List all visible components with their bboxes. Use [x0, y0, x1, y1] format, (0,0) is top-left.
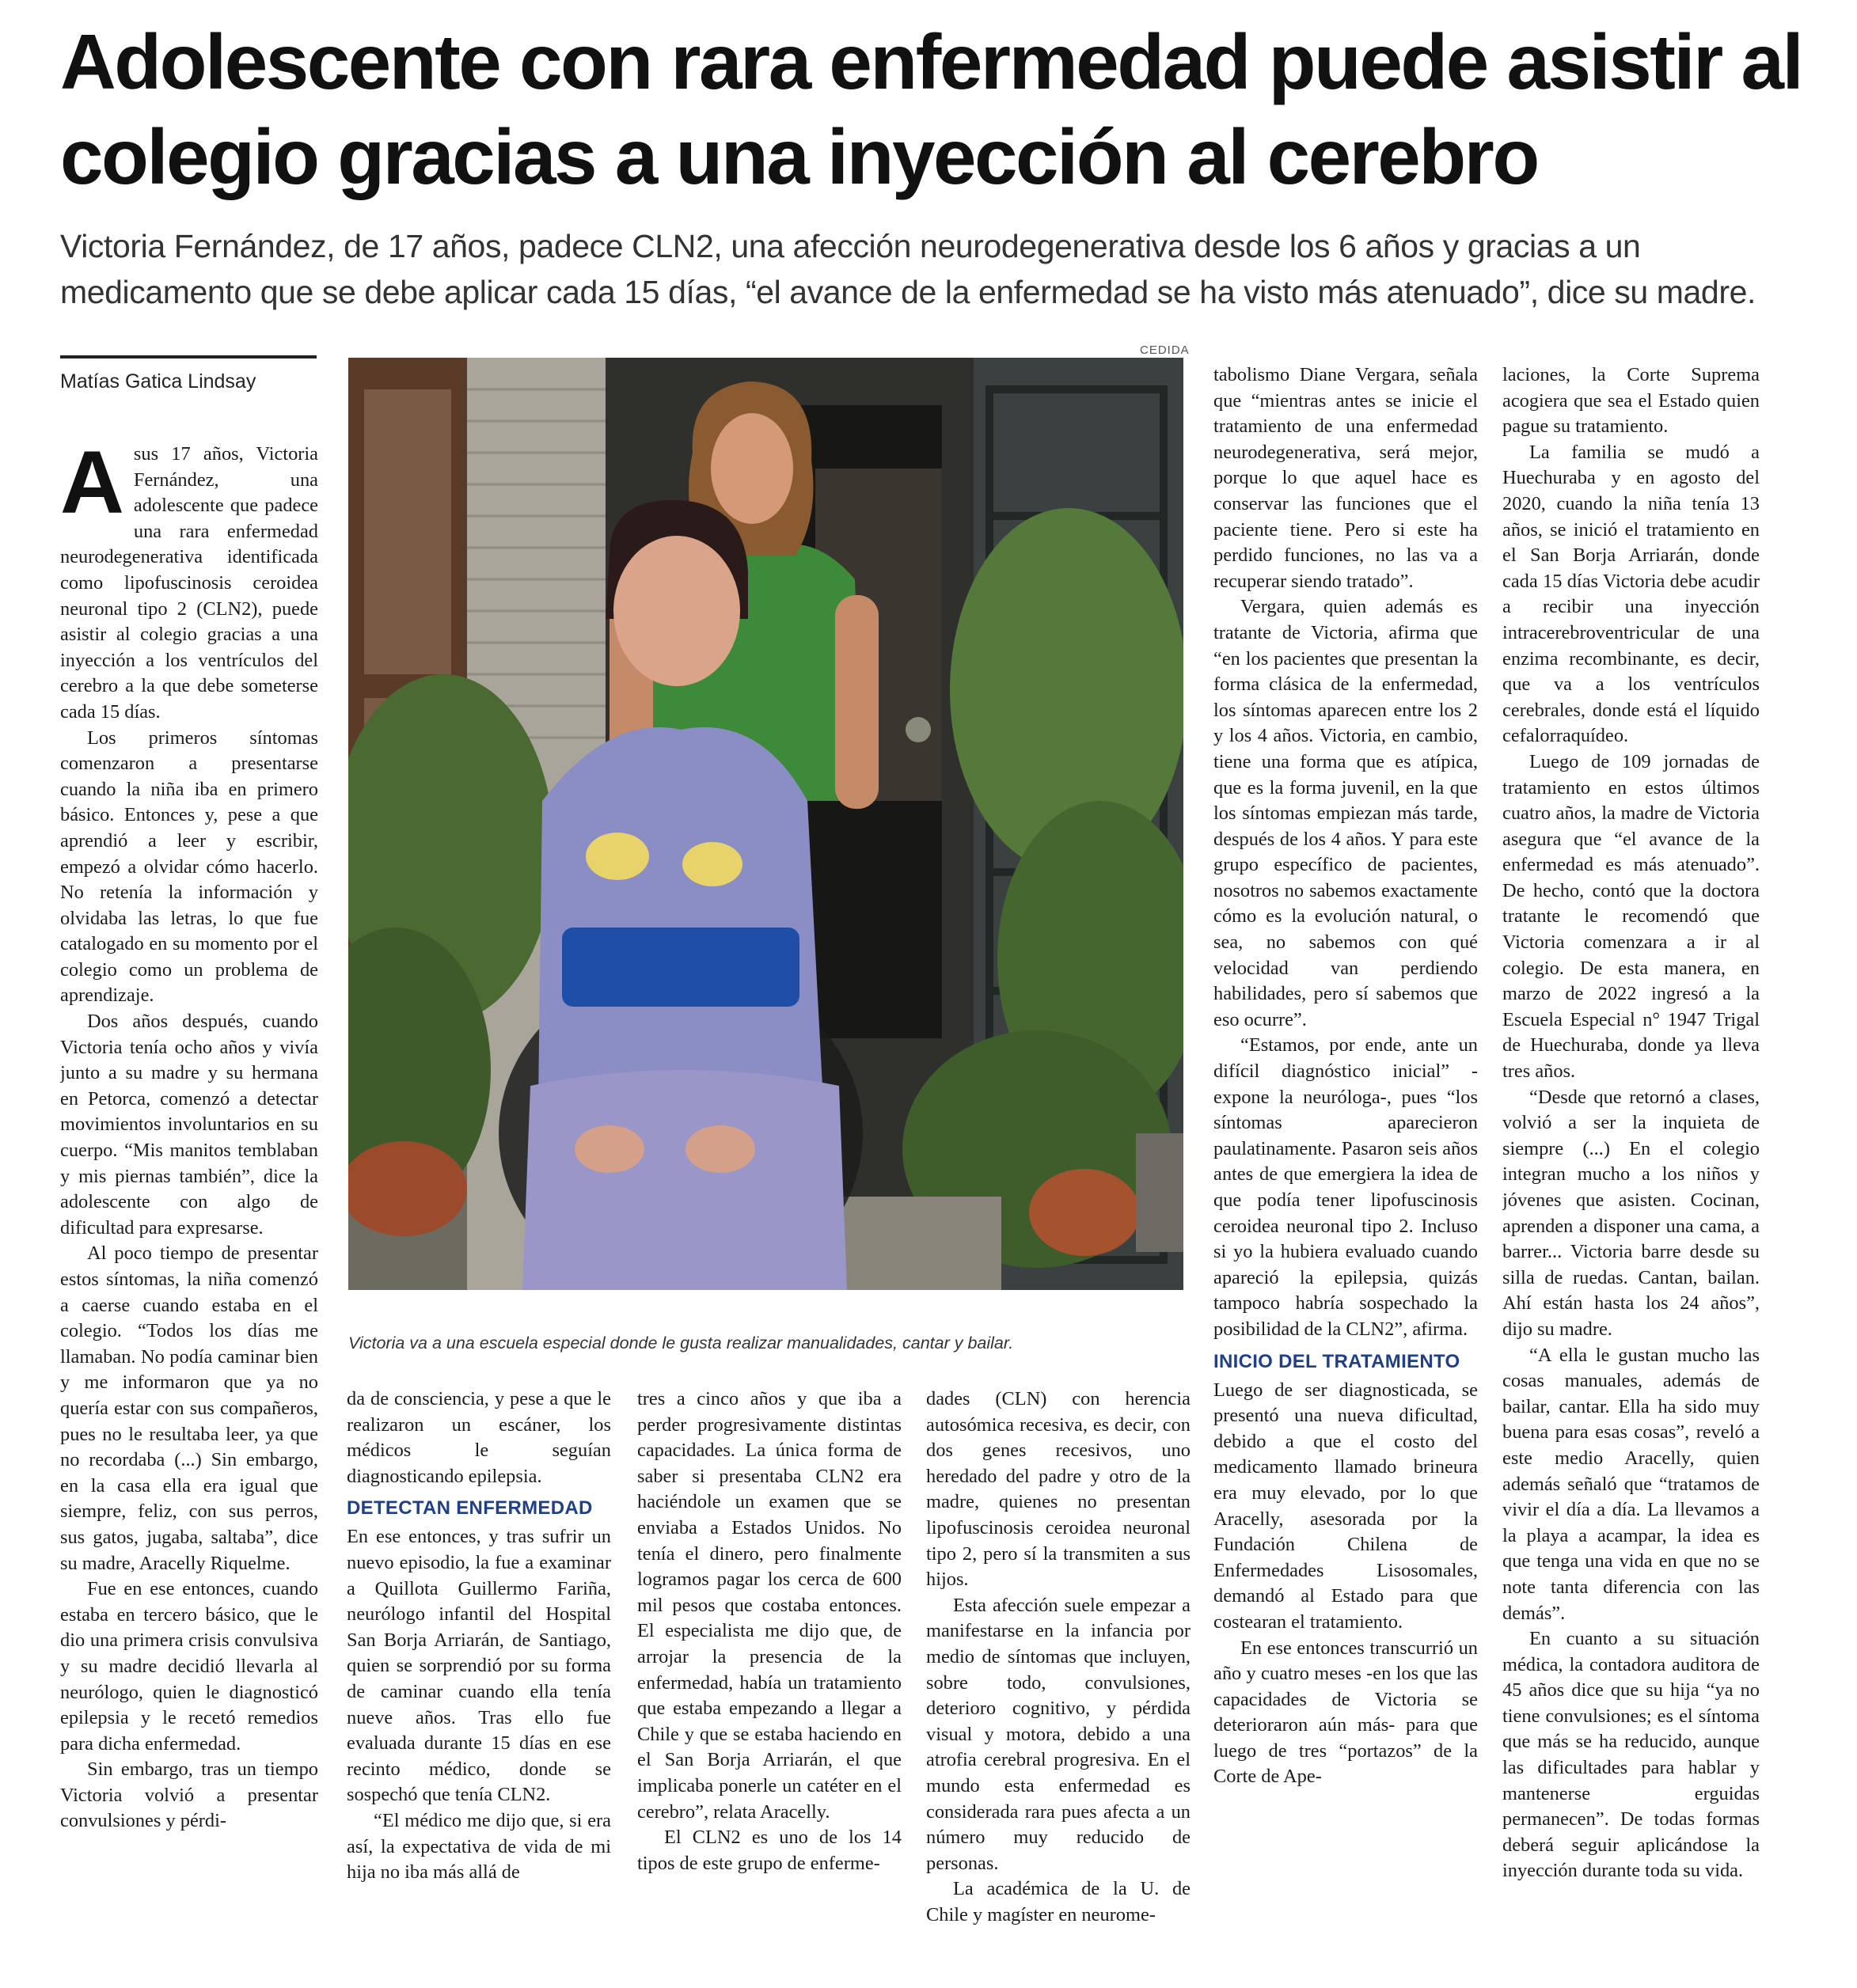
paragraph: Sin embargo, tras un tiempo Victoria volvió a presentar convulsiones y pérdi-	[60, 1758, 318, 1832]
paragraph: “A ella le gustan mucho las cosas manuales, además de bailar, cantar. Ella ha sido muy buena para esas cosas”, reveló a este medio Aracelly, quien además señaló que “tratamos de vivir el día a día. La llevamos a la playa a acampar, la idea es que tenga una vida en que no se note tanta diferencia con las demás”.	[1502, 1344, 1760, 1624]
byline-rule	[60, 355, 317, 359]
paragraph: En cuanto a su situación médica, la contadora auditora de 45 años dice que su hija “ya no tiene convulsiones; es el síntoma que más se ha reducido, aunque las dificultades para hablar y mantenerse erguidas permanecen”. De todas formas deberá seguir aplicándose la inyección durante toda su vida.	[1502, 1628, 1760, 1882]
column-1	[60, 442, 318, 1961]
section-heading: INICIO DEL TRATAMIENTO	[1213, 1350, 1460, 1372]
headline: Adolescente con rara enfermedad puede asistir al colegio gracias a una inyección al cerebro	[60, 18, 1802, 200]
subheadline: Victoria Fernández, de 17 años, padece CLN2, una afección neurodegenerativa desde los 6 años y gracias a un medicamento que se debe aplicar cada 15 días, “el avance de la enfermedad se ha visto más atenuado”, dice su madre.	[60, 228, 1756, 310]
paragraph: La familia se mudó a Huechuraba y en agosto del 2020, cuando la niña tenía 13 años, se inició el tratamiento en el San Borja Arriarán, donde cada 15 días Victoria debe acudir a recibir una inyección intracerebroventricular de una enzima recombinante, es decir, que va a los ventrículos cerebrales, donde está el líquido cefalorraquídeo.	[1502, 441, 1760, 747]
article-photo	[348, 358, 1183, 1290]
paragraph: “Estamos, por ende, ante un difícil diagnóstico inicial” -expone la neuróloga-, pues “los síntomas aparecieron paulatinamente. Pasaron seis años antes de que emergiera la idea de que podía tener lipofuscinosis ceroidea neuronal tipo 2. Incluso si yo la hubiera evaluado cuando apareció la epilepsia, quizás tampoco habría sospechado la posibilidad de la CLN2”, afirma.	[1213, 1034, 1478, 1340]
photo-mother-daughter-wheelchair	[348, 358, 1183, 1290]
paragraph: da de consciencia, y pese a que le realizaron un escáner, los médicos le seguían diagnosticando epilepsia.	[347, 1388, 611, 1487]
paragraph: dades (CLN) con herencia autosómica recesiva, es decir, con dos genes recesivos, uno heredado del padre y otro de la madre, quienes no presentan lipofuscinosis ceroidea neuronal tipo 2, pero sí la transmiten a sus hijos.	[926, 1388, 1191, 1591]
paragraph: Luego de 109 jornadas de tratamiento en estos últimos cuatro años, la madre de Victoria asegura que “el avance de la enfermedad es más atenuado”. De hecho, contó que la doctora tratante le recomendó que Victoria comenzara a ir al colegio. De esta manera, en marzo de 2022 ingresó a la Escuela Especial n° 1947 Trigal de Huechuraba, donde ya lleva tres años.	[1502, 750, 1760, 1083]
paragraph: Fue en ese entonces, cuando estaba en tercero básico, que le dio una primera crisis convulsiva y su madre decidió llevarla al neurólogo, quien le diagnosticó epilepsia y le recetó remedios para dicha enfermedad.	[60, 1578, 318, 1755]
photo-caption: Victoria va a una escuela especial donde le gusta realizar manualidades, cantar y bailar.	[348, 1334, 1014, 1353]
photo-credit: CEDIDA	[1140, 343, 1190, 357]
paragraph: En ese entonces, y tras sufrir un nuevo episodio, la fue a examinar a Quillota Guillermo Fariña, neurólogo infantil del Hospital San Borja Arriarán, de Santiago, quien se sorprendió por su forma de caminar cuando ella tenía nueve años. Tras ello fue evaluada durante 15 días en ese recinto médico, donde se sospechó que tenía CLN2.	[347, 1526, 611, 1806]
paragraph: Esta afección suele empezar a manifestarse en la infancia por medio de síntomas que incluyen, sobre todo, convulsiones, deterioro cognitivo, y pérdida visual y motora, debido a una atrofia cerebral progresiva. En el mundo esta enfermedad es considerada rara pues afecta a un número muy reducido de personas.	[926, 1594, 1191, 1874]
paragraph: Dos años después, cuando Victoria tenía ocho años y vivía junto a su madre y su hermana en Petorca, comenzó a detectar movimientos involuntarios en su cuerpo. “Mis manitos temblaban y mis piernas también”, dice la adolescente con algo de dificultad para expresarse.	[60, 1011, 318, 1239]
byline: Matías Gatica Lindsay	[60, 370, 256, 393]
column-4	[926, 1387, 1191, 1964]
paragraph: Los primeros síntomas comenzaron a presentarse cuando la niña iba en primero básico. Entonces y, pese a que aprendió a leer y escribir, empezó a olvidar cómo hacerlo. No retenía la información y olvidaba las letras, lo que fue catalogado en su momento por el colegio como un problema de aprendizaje.	[60, 727, 318, 1007]
paragraph: tabolismo Diane Vergara, señala que “mientras antes se inicie el tratamiento de una enfermedad neurodegenerativa, será mejor, porque lo que aquel hace es conservar las funciones que el paciente tiene. Pero si este ha perdido funciones, no las va a recuperar siendo tratado”.	[1213, 364, 1478, 592]
paragraph: El CLN2 es uno de los 14 tipos de este grupo de enferme-	[637, 1827, 902, 1874]
paragraph: La académica de la U. de Chile y magíster en neurome-	[926, 1878, 1191, 1925]
column-3	[637, 1387, 902, 1964]
paragraph: En ese entonces transcurrió un año y cuatro meses -en los que las capacidades de Victoria se deterioraron aún más- para que luego de tres “portazos” de la Corte de Ape-	[1213, 1637, 1478, 1788]
paragraph: laciones, la Corte Suprema acogiera que sea el Estado quien pague su tratamiento.	[1502, 364, 1760, 438]
column-6	[1502, 362, 1760, 1961]
column-2	[347, 1387, 611, 1964]
paragraph: Vergara, quien además es tratante de Victoria, afirma que “en los pacientes que presentan la forma clásica de la enfermedad, los síntomas aparecen entre los 2 y los 4 años. Victoria, en cambio, tiene una forma que es atípica, que es la forma juvenil, en la que los síntomas empiezan más tarde, después de los 4 años. Y para este grupo específico de pacientes, nosotros no sabemos exactamente cómo es la evolución natural, o sea, no sabemos con qué velocidad van perdiendo habilidades, pero sí sabemos que eso ocurre”.	[1213, 596, 1478, 1030]
column-5	[1213, 362, 1478, 1961]
lead-paragraph: Asus 17 años, Victoria Fernández, una adolescente que padece una rara enfermedad neurodegenerativa identificada como lipofuscinosis ceroidea neuronal tipo 2 (CLN2), puede asistir al colegio gracias a una inyección a los ventrículos del cerebro a la que debe someterse cada 15 días.	[60, 442, 318, 723]
paragraph: Al poco tiempo de presentar estos síntomas, la niña comenzó a caerse cuando estaba en el colegio. “Todos los días me llamaban. No podía caminar bien y me informaron que ya no quería estar con sus compañeros, pues no le resultaba leer, ya que no recordaba (...) Sin embargo, en la casa ella era igual que siempre, feliz, con sus perros, sus gatos, jugaba, saltaba”, dice su madre, Aracelly Riquelme.	[60, 1242, 318, 1574]
drop-cap: A	[60, 442, 124, 532]
paragraph: “El médico me dijo que, si era así, la expectativa de vida de mi hija no iba más allá de	[347, 1809, 611, 1884]
section-heading: DETECTAN ENFERMEDAD	[347, 1497, 593, 1519]
paragraph: tres a cinco años y que iba a perder progresivamente distintas capacidades. La única forma de saber si presentaba CLN2 era haciéndole un examen que se enviaba a Estados Unidos. No tenía el dinero, pero finalmente logramos pagar los cerca de 600 mil pesos que costaba entonces. El especialista me dijo que, de arrojar la presencia de la enfermedad, había un tratamiento que estaba empezando a llegar a Chile y que se estaba haciendo en el San Borja Arriarán, el que implicaba ponerle un catéter en el cerebro”, relata Aracelly.	[637, 1388, 902, 1823]
paragraph: “Desde que retornó a clases, volvió a ser la inquieta de siempre (...) En el colegio integran mucho a los niños y jóvenes que asisten. Cocinan, aprenden a disponer una cama, a barrer... Victoria barre desde su silla de ruedas. Cantan, bailan. Ahí están hasta los 24 años”, dijo su madre.	[1502, 1086, 1760, 1340]
paragraph: Luego de ser diagnosticada, se presentó una nueva dificultad, debido a que el costo del medicamento llamado brineura era muy elevado, por lo que Aracelly, asesorada por la Fundación Chilena de Enfermedades Lisosomales, demandó al Estado para que costearan el tratamiento.	[1213, 1379, 1478, 1633]
